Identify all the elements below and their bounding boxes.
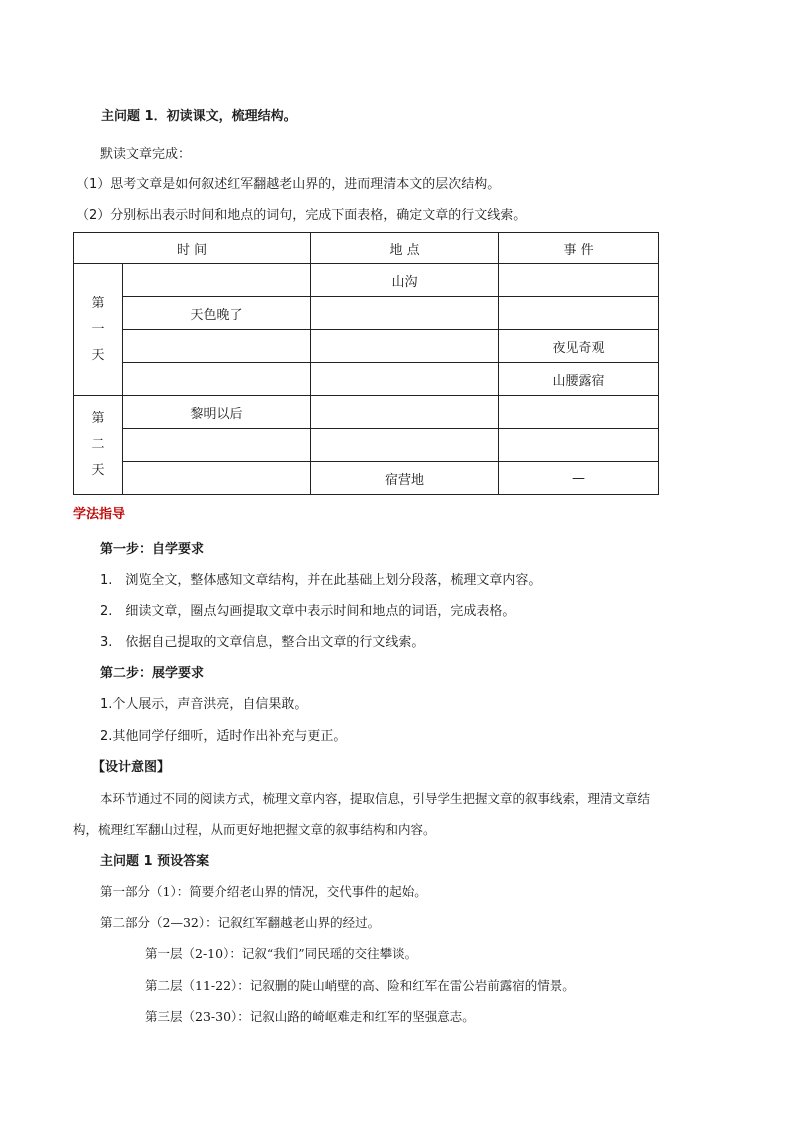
header-time: 时 间 bbox=[74, 233, 311, 264]
day-2-label: 第 二 天 bbox=[74, 396, 123, 495]
answer-title: 主问题 1 预设答案 bbox=[100, 854, 210, 869]
event-cell bbox=[499, 264, 659, 297]
step-2-item: 2.其他同学仔细听，适时作出补充与更正。 bbox=[100, 729, 347, 744]
place-cell bbox=[311, 330, 499, 363]
study-guide-title: 学法指导 bbox=[73, 507, 126, 522]
step-1-item: 1. 浏览全文，整体感知文章结构，并在此基础上划分段落，梳理文章内容。 bbox=[100, 573, 542, 588]
header-place: 地 点 bbox=[311, 233, 499, 264]
place-cell bbox=[311, 363, 499, 396]
time-cell bbox=[123, 330, 311, 363]
time-cell: 黎明以后 bbox=[123, 396, 311, 429]
step-2-title: 第二步：展学要求 bbox=[100, 666, 205, 681]
answer-layer: 第一层（2-10）：记叙“我们”同民瑶的交往攀谈。 bbox=[145, 946, 418, 961]
table-header-row bbox=[74, 233, 659, 264]
table-row bbox=[74, 462, 659, 495]
event-cell: 夜见奇观 bbox=[499, 330, 659, 363]
step-2-item: 1.个人展示，声音洪亮，自信果敢。 bbox=[100, 697, 308, 712]
table-row bbox=[74, 396, 659, 429]
step-1-item: 3. 依据自己提取的文章信息，整合出文章的行文线索。 bbox=[100, 635, 425, 650]
timeline-table bbox=[73, 232, 659, 495]
table-row bbox=[74, 297, 659, 330]
event-cell bbox=[499, 429, 659, 462]
answer-part-1: 第一部分（1）：简要介绍老山界的情况，交代事件的起始。 bbox=[100, 884, 427, 899]
place-cell: 山沟 bbox=[311, 264, 499, 297]
event-cell: 山腰露宿 bbox=[499, 363, 659, 396]
design-intent-line: 构，梳理红军翻山过程，从而更好地把握文章的叙事结构和内容。 bbox=[73, 822, 436, 837]
event-cell bbox=[499, 396, 659, 429]
time-cell bbox=[123, 363, 311, 396]
design-intent-line: 本环节通过不同的阅读方式，梳理文章内容，提取信息，引导学生把握文章的叙事线索，理清文章结 bbox=[100, 791, 651, 806]
answer-layer: 第三层（23-30）：记叙山路的崎岖难走和红军的坚强意志。 bbox=[145, 1009, 475, 1024]
instruction-text: 默读文章完成： bbox=[100, 147, 192, 162]
task-1: （1）思考文章是如何叙述红军翻越老山界的，进而理清本文的层次结构。 bbox=[76, 177, 501, 192]
task-2: （2）分别标出表示时间和地点的词句，完成下面表格，确定文章的行文线索。 bbox=[76, 208, 527, 223]
step-1-item: 2. 细读文章，圈点勾画提取文章中表示时间和地点的词语，完成表格。 bbox=[100, 604, 516, 619]
table-row bbox=[74, 330, 659, 363]
table-row bbox=[74, 429, 659, 462]
event-cell: — bbox=[499, 462, 659, 495]
main-question-heading: 主问题 1．初读课文，梳理结构。 bbox=[101, 109, 297, 124]
place-cell bbox=[311, 297, 499, 330]
place-cell bbox=[311, 429, 499, 462]
table-row bbox=[74, 363, 659, 396]
time-cell bbox=[123, 264, 311, 297]
time-cell bbox=[123, 429, 311, 462]
place-cell bbox=[311, 396, 499, 429]
place-cell: 宿营地 bbox=[311, 462, 499, 495]
step-1-title: 第一步：自学要求 bbox=[100, 542, 205, 557]
design-intent-title: 【设计意图】 bbox=[92, 760, 171, 775]
table-row bbox=[74, 264, 659, 297]
time-cell: 天色晚了 bbox=[123, 297, 311, 330]
day-1-label: 第 一 天 bbox=[74, 264, 123, 396]
header-event: 事 件 bbox=[499, 233, 659, 264]
event-cell bbox=[499, 297, 659, 330]
answer-layer: 第二层（11-22）：记叙删的陡山峭壁的高、险和红军在雷公岩前露宿的情景。 bbox=[145, 978, 575, 993]
time-cell bbox=[123, 462, 311, 495]
answer-part-2: 第二部分（2—32）：记叙红军翻越老山界的经过。 bbox=[100, 915, 381, 930]
